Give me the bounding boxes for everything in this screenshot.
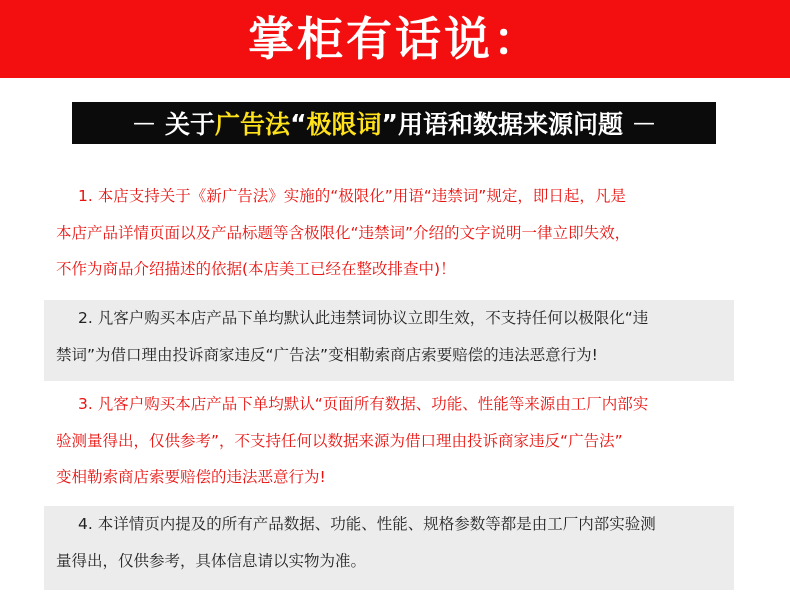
subtitle-quote-close: ” xyxy=(381,108,398,138)
notice-line: 本店产品详情页面以及产品标题等含极限化“违禁词”介绍的文字说明一律立即失效， xyxy=(56,223,631,242)
subtitle-highlight-extreme-words: 极限词 xyxy=(306,110,382,139)
notice-paragraph-3 xyxy=(44,386,734,496)
subtitle-text-part2: 用语和数据来源问题 xyxy=(397,110,623,139)
subtitle-dash-right: — xyxy=(632,110,655,136)
notice-line: 1. 本店支持关于《新广告法》实施的“极限化”用语“违禁词”规定，即日起，凡是 xyxy=(78,187,626,205)
notice-line: 不作为商品介绍描述的依据(本店美工已经在整改排查中)！ xyxy=(56,260,456,278)
notice-paragraph-4 xyxy=(44,506,734,590)
subtitle-dash-left: — xyxy=(133,110,156,136)
notice-line: 2. 凡客户购买本店产品下单均默认此违禁词协议立即生效，不支持任何以极限化“违 xyxy=(78,309,649,327)
subtitle-bar xyxy=(72,102,716,144)
subtitle-highlight-ad-law: 广告法 xyxy=(215,110,291,139)
notice-line: 3. 凡客户购买本店产品下单均默认“页面所有数据、功能、性能等来源由工厂内部实 xyxy=(78,395,649,413)
notice-line: 变相勒索商店索要赔偿的违法恶意行为! xyxy=(56,468,326,486)
notice-paragraph-2 xyxy=(44,300,734,381)
header-banner xyxy=(0,0,790,78)
notice-line: 验测量得出，仅供参考”，不支持任何以数据来源为借口理由投诉商家违反“广告法” xyxy=(56,431,623,450)
notice-line: 禁词”为借口理由投诉商家违反“广告法”变相勒索商店索要赔偿的违法恶意行为! xyxy=(56,345,598,364)
notice-paragraph-1 xyxy=(44,178,734,288)
notice-line: 量得出，仅供参考，具体信息请以实物为准。 xyxy=(56,551,367,570)
page-title: 掌柜有话说： xyxy=(248,12,542,66)
notice-line: 4. 本详情页内提及的所有产品数据、功能、性能、规格参数等都是由工厂内部实验测 xyxy=(78,515,656,533)
subtitle-text-part1: 关于 xyxy=(165,110,216,139)
subtitle-quote-open: “ xyxy=(290,108,307,138)
